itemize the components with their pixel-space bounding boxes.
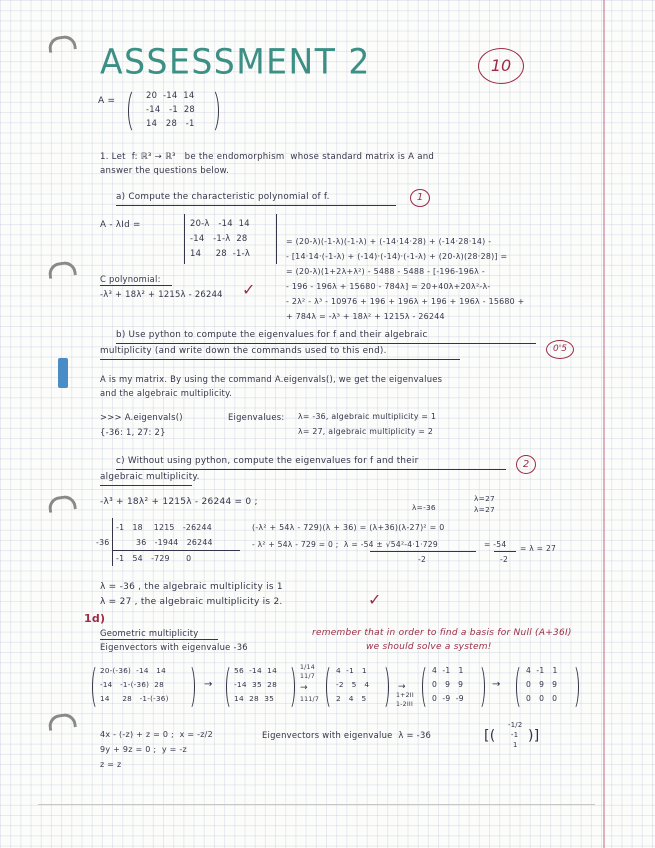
det-row: 14 28 -1-λ [190, 248, 251, 258]
quadratic-equation: - λ² + 54λ - 729 = 0 ; λ = -54 ± √54²-4·1·729 [252, 540, 438, 549]
python-output: {-36: 1, 27: 2} [100, 427, 166, 437]
row-operation: 111/7 [300, 696, 320, 703]
polynomial-label-underline [100, 285, 172, 286]
part-c-underline [116, 469, 506, 470]
binder-ring-icon [47, 34, 77, 53]
matrix-row: 0 -9 -9 [432, 694, 464, 703]
part-a-underline [116, 205, 396, 206]
characteristic-equation: -λ³ + 18λ² + 1215λ - 26244 = 0 ; [100, 497, 258, 507]
binder-ring-icon [47, 712, 77, 731]
part-d-heading: Geometric multiplicity [100, 628, 199, 638]
quadratic-denominator: -2 [418, 555, 427, 564]
polynomial-result: -λ³ + 18λ² + 1215λ - 26244 [100, 289, 223, 299]
teacher-note: remember that in order to find a basis for Null (A+36I) [312, 628, 572, 638]
ruffini-divisor: -36 [96, 538, 110, 547]
calc-line: + 784λ = -λ³ + 18λ² + 1215λ - 26244 [286, 312, 445, 321]
arrow-icon: → [204, 679, 213, 690]
part-b-score: 0'5 [546, 340, 574, 359]
matrix-row: -14 -1-(-36) 28 [100, 680, 164, 689]
part-a-heading: a) Compute the characteristic polynomial of f. [116, 192, 330, 202]
arrow-icon: → [492, 679, 501, 690]
ruffini-row: -1 54 -729 0 [116, 554, 192, 563]
root-label: λ=-36 [412, 503, 436, 512]
part-b-underline [116, 343, 536, 344]
python-command: >>> A.eigenvals() [100, 412, 183, 422]
binder-ring-icon [47, 260, 77, 279]
eigenvalues-label: Eigenvalues: [228, 412, 285, 422]
system-line: z = z [100, 760, 122, 769]
root-label: λ=27 [474, 494, 495, 503]
row-operation: 1/14 [300, 664, 315, 671]
result-line: λ = -36 , the algebraic multiplicity is 1 [100, 582, 283, 592]
binder-ring-icon [47, 494, 77, 513]
question-1-line: answer the questions below. [100, 166, 230, 176]
part-a-score: 1 [410, 189, 430, 207]
matrix-row: 14 28 35 [234, 694, 275, 703]
grade-circle: 10 [478, 48, 524, 84]
row-operation: 11/7 [300, 673, 315, 680]
row-operation: 1+2II [396, 692, 414, 699]
arrow-icon: → [300, 683, 308, 693]
right-paren-icon [568, 664, 579, 710]
det-row: 20-λ -14 14 [190, 218, 250, 228]
root-label: λ=27 [474, 505, 495, 514]
system-line: 9y + 9z = 0 ; y = -z [100, 745, 187, 754]
page-title: ASSESSMENT 2 [100, 41, 371, 82]
matrix-row: 14 28 -1 [146, 118, 195, 128]
right-paren-icon [474, 664, 485, 710]
part-d-subheading: Eigenvectors with eigenvalue -36 [100, 642, 248, 652]
question-1-line: 1. Let f: ℝ³ → ℝ³ be the endomorphism whose standard matrix is A and [100, 152, 435, 162]
check-mark-icon: ✓ [368, 590, 382, 609]
part-b-heading: multiplicity (and write down the commands used to this end). [100, 346, 387, 356]
fraction-bar [370, 551, 476, 552]
margin-line [603, 0, 605, 848]
matrix-row: 4 -1 1 [336, 666, 367, 675]
quadratic-denominator: -2 [500, 555, 509, 564]
result-line: λ = 27 , the algebraic multiplicity is 2. [100, 597, 283, 607]
matrix-row: 56 -14 14 [234, 666, 278, 675]
matrix-label: A = [98, 96, 116, 106]
matrix-row: 0 9 9 [526, 680, 558, 689]
matrix-row: 0 9 9 [432, 680, 464, 689]
ruffini-row: 36 -1944 26244 [136, 538, 213, 547]
matrix-row: -2 5 4 [336, 680, 370, 689]
part-c-score: 2 [516, 455, 536, 474]
row-operation: 1-2III [396, 701, 414, 708]
eigenvector-label: Eigenvectors with eigenvalue λ = -36 [262, 730, 432, 740]
system-line: 4x - (-z) + z = 0 ; x = -z/2 [100, 730, 213, 739]
eigenvalue-line: λ= -36, algebraic multiplicity = 1 [298, 412, 437, 421]
det-bar-left [184, 214, 185, 264]
calc-line: - [14·14·(-1-λ) + (-14)·(-14)·(-1-λ) + (20-λ)(28·28)] = [286, 252, 508, 261]
check-mark-icon: ✓ [242, 280, 256, 299]
matrix-row: 4 -1 1 [526, 666, 558, 675]
matrix-row: 20 -14 14 [146, 90, 195, 100]
right-paren-icon [184, 664, 195, 710]
matrix-row: 0 0 0 [526, 694, 558, 703]
polynomial-label: C polynomial: [100, 274, 161, 284]
part-d-underline [100, 639, 218, 640]
part-d-label: 1d) [84, 612, 106, 625]
calc-line: = (20-λ)(1+2λ+λ²) - 5488 - 5488 - [-196-196λ - [286, 267, 485, 276]
det-bar-right [276, 214, 277, 264]
right-paren-icon [378, 664, 389, 710]
part-b-heading: b) Use python to compute the eigenvalues for f and their algebraic [116, 330, 428, 340]
part-c-underline [100, 485, 192, 486]
quadratic-final: = λ = 27 [520, 544, 557, 553]
eigenvector-entry: -1/2 [508, 721, 523, 729]
tab-sticker-icon [58, 358, 68, 388]
left-paren-icon [128, 88, 143, 134]
calc-line: - 196 - 196λ + 15680 - 784λ] = 20+40λ+20λ²-λ- [286, 282, 491, 291]
calc-line: - 2λ² - λ³ - 10976 + 196 + 196λ + 196 + 196λ - 15680 + [286, 297, 525, 306]
part-c-heading: algebraic multiplicity. [100, 472, 200, 482]
lambda-identity-label: A - λId = [100, 220, 141, 230]
factorization: (-λ² + 54λ - 729)(λ + 36) = (λ+36)(λ-27)² = 0 [252, 523, 445, 532]
right-paren-icon [284, 664, 295, 710]
ruffini-line [112, 550, 240, 551]
part-b-text: and the algebraic multiplicity. [100, 388, 232, 398]
matrix-row: 20-(-36) -14 14 [100, 666, 166, 675]
ruffini-bar [112, 518, 113, 566]
arrow-icon: → [398, 682, 406, 692]
right-paren-icon [204, 88, 219, 134]
matrix-row: 4 -1 1 [432, 666, 464, 675]
ruffini-row: -1 18 1215 -26244 [116, 523, 212, 532]
part-b-underline [100, 359, 460, 360]
matrix-row: -14 35 28 [234, 680, 278, 689]
det-row: -14 -1-λ 28 [190, 233, 248, 243]
fraction-bar [494, 551, 516, 552]
teacher-note: we should solve a system! [366, 642, 492, 652]
part-b-text: A is my matrix. By using the command A.eigenvals(), we get the eigenvalues [100, 374, 443, 384]
eigenvalue-line: λ= 27, algebraic multiplicity = 2 [298, 427, 434, 436]
page-bottom-edge [38, 804, 595, 805]
eigenvector-entry: -1 [511, 731, 519, 739]
part-c-heading: c) Without using python, compute the eigenvalues for f and their [116, 456, 419, 466]
matrix-row: 14 28 -1-(-36) [100, 694, 169, 703]
bracket-open-icon: [( [484, 728, 496, 744]
eigenvector-entry: 1 [513, 741, 518, 749]
calc-line: = (20-λ)(-1-λ)(-1-λ) + (-14·14·28) + (-14·28·14) - [286, 237, 492, 246]
matrix-row: 2 4 5 [336, 694, 367, 703]
bracket-close-icon: )] [528, 728, 540, 744]
matrix-row: -14 -1 28 [146, 104, 195, 114]
quadratic-result: = -54 [484, 540, 507, 549]
